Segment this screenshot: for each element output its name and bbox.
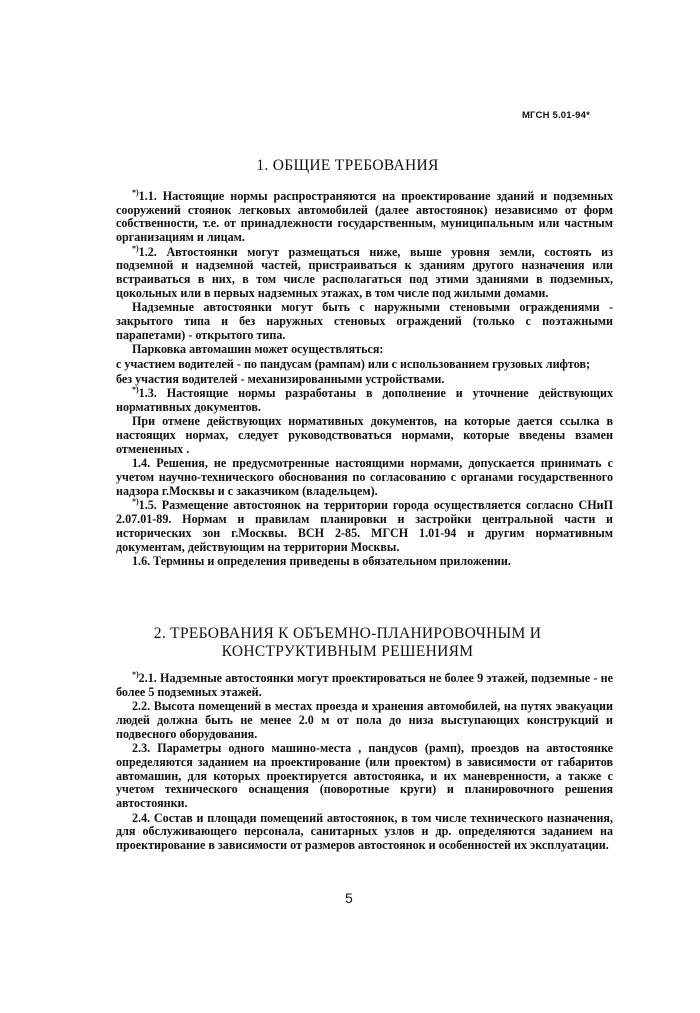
paragraph-parking-methods	[116, 343, 613, 357]
section-2-body	[116, 669, 613, 854]
paragraph-text: 1.1. Настоящие нормы распространяются на проектирование зданий и подземных сооружений стоянок легковых автомобилей (далее автостоянок) независимо от форм собственности, т.е. от принадлежности государственным, муниципальным или частным организациям и лицам.	[116, 189, 613, 245]
section-2-title	[90, 625, 605, 661]
paragraph-1-6	[116, 555, 613, 569]
section-1-title: 1. ОБЩИЕ ТРЕБОВАНИЯ	[256, 157, 439, 174]
amendment-mark: *)	[132, 187, 139, 197]
amendment-mark: *)	[132, 243, 139, 253]
paragraph-2-2	[116, 700, 613, 741]
paragraph-text: 1.6. Термины и определения приведены в обязательном приложении.	[132, 554, 511, 569]
paragraph-without-drivers	[116, 373, 613, 387]
page-number: 5	[345, 890, 353, 906]
paragraph-text: Парковка автомашин может осуществляться:	[132, 342, 384, 357]
paragraph-text: 1.5. Размещение автостоянок на территории города осуществляется согласно СНиП 2.07.01-89. Нормам и правилам планировки и застройки центральной части и исторических зон г.Москвы. ВСН 2-85. МГСН 1.01-94 и другим нормативным документам, действующим на территории Москвы.	[116, 498, 613, 554]
amendment-mark: *)	[132, 669, 139, 679]
paragraph-1-2	[116, 243, 613, 301]
paragraph-cancellation	[116, 415, 613, 456]
paragraph-1-4	[116, 457, 613, 498]
paragraph-text: 1.2. Автостоянки могут размещаться ниже, выше уровня земли, состоять из подземной и надземной частей, пристраиваться к зданиям другого назначения или встраиваться в них, в том числе располагаться под этими зданиями в подземных, цокольных или в первых надземных этажах, в том числе под жилыми домами.	[116, 244, 613, 300]
amendment-mark: *)	[132, 497, 139, 507]
paragraph-1-3	[116, 387, 613, 414]
paragraph-with-drivers	[116, 358, 613, 372]
paragraph-text: без участия водителей - механизированными устройствами.	[116, 371, 445, 386]
amendment-mark: *)	[132, 385, 139, 395]
paragraph-text: При отмене действующих нормативных документов, на которые дается ссылка в настоящих нормах, следует руководствоваться нормами, которые введены взамен отмененных .	[116, 414, 613, 456]
paragraph-text: 2.2. Высота помещений в местах проезда и хранения автомобилей, на путях эвакуации людей должна быть не менее 2.0 м от пола до низа выступающих конструкций и подвесного оборудования.	[116, 699, 613, 741]
document-code: МГСН 5.01-94*	[521, 110, 590, 121]
paragraph-text: 1.3. Настоящие нормы разработаны в дополнение и уточнение действующих нормативных документов.	[116, 386, 613, 414]
paragraph-2-3	[116, 742, 613, 811]
section-2-title-line-2: КОНСТРУКТИВНЫМ РЕШЕНИЯМ	[221, 643, 474, 660]
paragraph-text: с участием водителей - по пандусам (рампам) или с использованием грузовых лифтов;	[116, 357, 590, 371]
paragraph-aboveground-types	[116, 301, 613, 342]
paragraph-1-5	[116, 499, 613, 554]
paragraph-2-1	[116, 669, 613, 699]
paragraph-1-1	[116, 187, 613, 245]
paragraph-text: 2.1. Надземные автостоянки могут проектироваться не более 9 этажей, подземные - не более 5 подземных этажей.	[116, 671, 613, 699]
section-1-body	[116, 187, 613, 570]
paragraph-text: 2.3. Параметры одного машино-места , пандусов (рамп), проездов на автостоянке определяются заданием на проектирование (или проектом) в зависимости от габаритов автомашин, для которых проектируется автостоянка, и их маневренности, а также с учетом технического оснащения (поворотные круги) и планировочного решения автостоянки.	[116, 741, 613, 811]
paragraph-text: Надземные автостоянки могут быть с наружными стеновыми ограждениями - закрытого типа и без наружных стеновых ограждений (только с поэтажными парапетами) - открытого типа.	[116, 300, 613, 342]
paragraph-text: 2.4. Состав и площади помещений автостоянок, в том числе технического назначения, для обслуживающего персонала, санитарных узлов и др. определяются заданием на проектирование в зависимости от размеров автостоянок и особенностей их эксплуатации.	[116, 810, 613, 853]
section-2-title-line-1: 2. ТРЕБОВАНИЯ К ОБЪЕМНО-ПЛАНИРОВОЧНЫМ И	[153, 625, 542, 642]
paragraph-text: 1.4. Решения, не предусмотренные настоящими нормами, допускается принимать с учетом научно-технического обоснования по согласованию с органами государственного надзора г.Москвы и с заказчиком (владельцем).	[116, 456, 613, 498]
paragraph-2-4	[116, 812, 613, 853]
